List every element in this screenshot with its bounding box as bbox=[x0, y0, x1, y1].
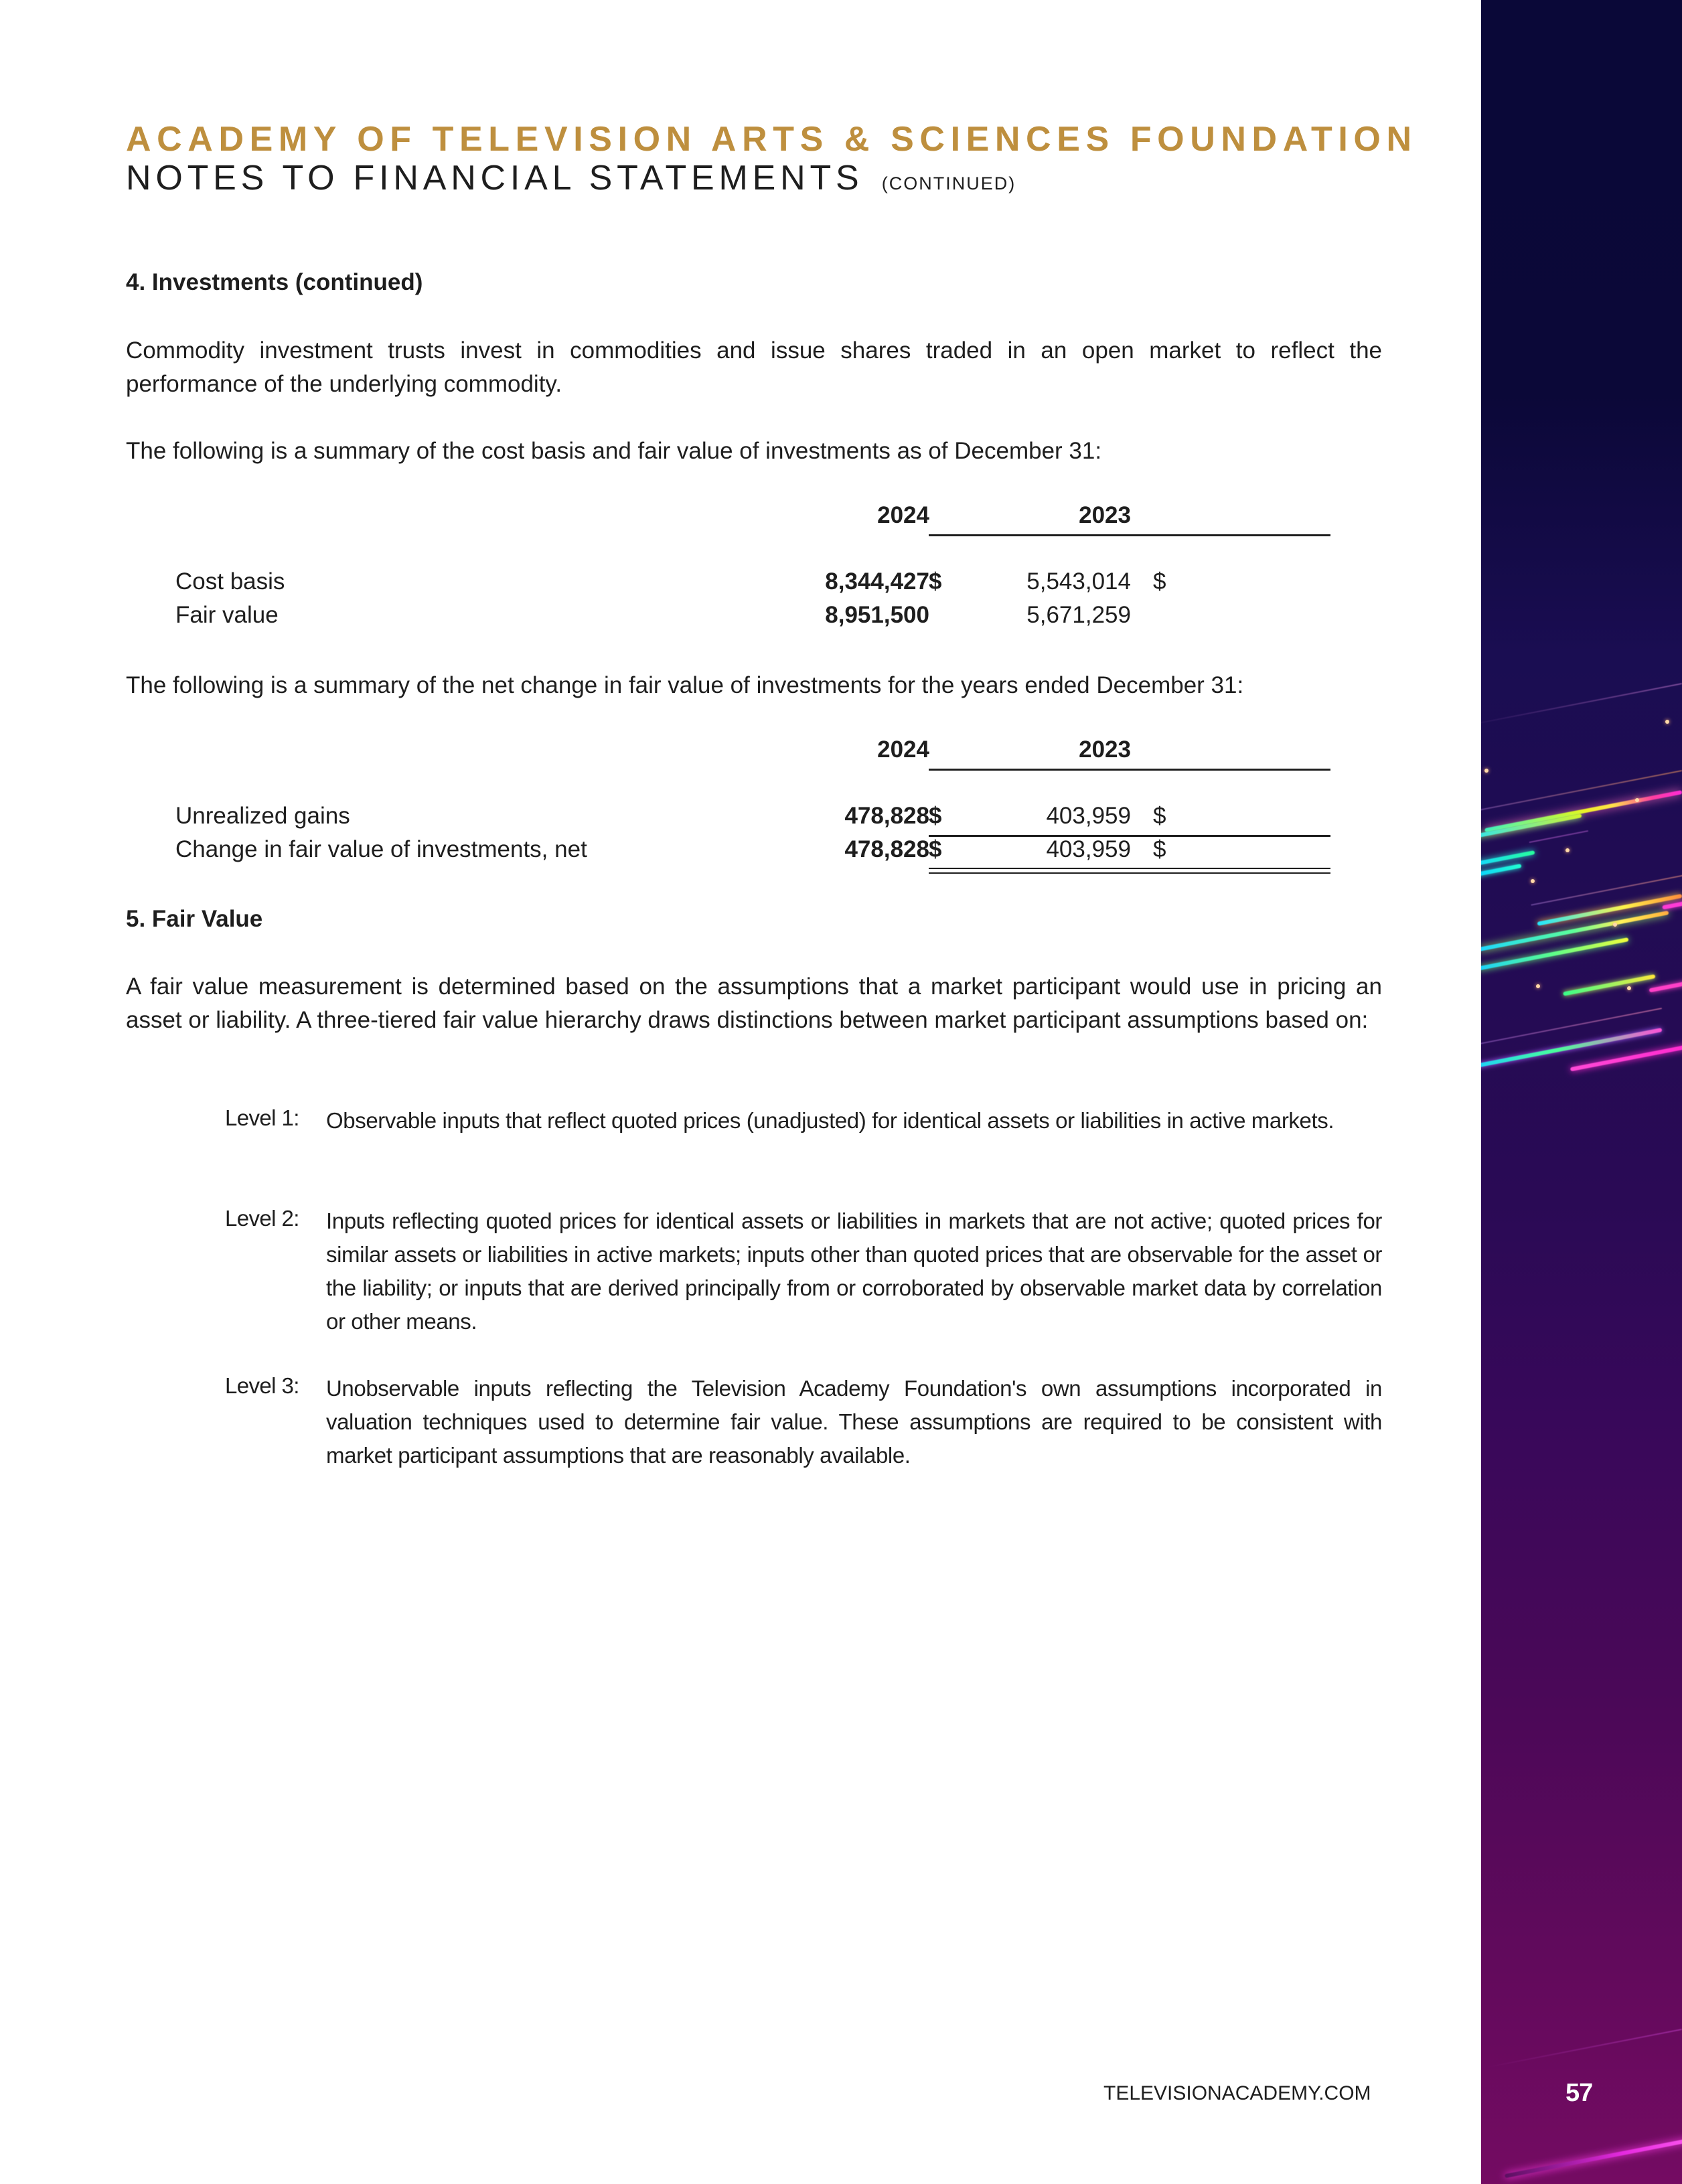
value-2023: 403,959 bbox=[1046, 836, 1131, 862]
footer-website: TELEVISIONACADEMY.COM bbox=[1103, 2082, 1371, 2104]
row-label: Fair value bbox=[175, 602, 279, 628]
value-2024: 478,828 bbox=[844, 836, 929, 862]
section-heading-investments: 4. Investments (continued) bbox=[126, 269, 423, 295]
sparkle-dot bbox=[1531, 879, 1535, 883]
light-streak bbox=[1481, 864, 1522, 876]
organization-name: ACADEMY OF TELEVISION ARTS & SCIENCES FOUNDATION bbox=[126, 120, 1418, 159]
currency-symbol: $ bbox=[929, 836, 942, 862]
value-2024: 478,828 bbox=[844, 803, 929, 829]
section-heading-fair-value: 5. Fair Value bbox=[126, 906, 263, 932]
level-description: Observable inputs that reflect quoted prices (unadjusted) for identical assets or liabilities in active markets. bbox=[326, 1108, 1334, 1133]
value-2023: 5,671,259 bbox=[1026, 602, 1131, 628]
sparkle-dot bbox=[1635, 798, 1639, 802]
row-label: Cost basis bbox=[175, 568, 285, 595]
light-streak bbox=[1649, 981, 1682, 992]
column-header-2024: 2024 bbox=[877, 736, 929, 763]
header-underline bbox=[929, 534, 1330, 536]
paragraph-fair-value-intro: A fair value measurement is determined based on the assumptions that a market participant would use in pricing an asset or liability. A three-tiered fair value hierarchy draws distinctions between market participant assumptions based on: bbox=[126, 973, 1382, 1033]
currency-symbol: $ bbox=[929, 568, 942, 595]
light-streak bbox=[1484, 2029, 1682, 2068]
paragraph-commodity-trusts: Commodity investment trusts invest in commodities and issue shares traded in an open market to reflect the performance of the underlying commodity. bbox=[126, 337, 1382, 397]
column-header-2024: 2024 bbox=[877, 502, 929, 528]
row-label: Change in fair value of investments, net bbox=[175, 836, 587, 862]
value-2024: 8,951,500 bbox=[825, 602, 929, 628]
level-description: Unobservable inputs reflecting the Television Academy Foundation's own assumptions incorporated in valuation techniques used to determine fair value. These assumptions are required to be consistent with market participant assumptions that are reasonably available. bbox=[326, 1376, 1382, 1468]
sparkle-dot bbox=[1565, 848, 1570, 852]
sparkle-dot bbox=[1665, 720, 1669, 724]
light-streak bbox=[1481, 683, 1682, 728]
row-label: Unrealized gains bbox=[175, 803, 350, 829]
page-title bbox=[126, 158, 1016, 198]
value-2024: 8,344,427 bbox=[825, 568, 929, 595]
sparkle-dot bbox=[1627, 986, 1631, 990]
light-streak bbox=[1481, 1008, 1662, 1046]
total-double-rule-top bbox=[929, 868, 1330, 869]
page-number: 57 bbox=[1565, 2079, 1593, 2107]
sparkle-dot bbox=[1613, 923, 1617, 927]
level-description: Inputs reflecting quoted prices for identical assets or liabilities in markets that are not active; quoted prices for similar assets or liabilities in active markets; inputs other than quoted prices that are observable for the asset or the liability; or inputs that are derived principally from or corroborated by observable market data by correlation or other means. bbox=[326, 1208, 1382, 1334]
value-2023: 403,959 bbox=[1046, 803, 1131, 829]
light-streak bbox=[1529, 830, 1588, 843]
paragraph-net-change-intro: The following is a summary of the net change in fair value of investments for the years ended December 31: bbox=[126, 672, 1244, 698]
light-streak bbox=[1481, 1028, 1663, 1069]
light-streak bbox=[1662, 901, 1682, 910]
column-header-2023: 2023 bbox=[1079, 502, 1131, 528]
level-label: Level 3: bbox=[225, 1373, 299, 1398]
light-streak bbox=[1505, 2136, 1682, 2178]
level-label: Level 2: bbox=[225, 1206, 299, 1231]
page-title-text: NOTES TO FINANCIAL STATEMENTS bbox=[126, 159, 864, 198]
header-underline bbox=[929, 769, 1330, 771]
light-streak bbox=[1563, 974, 1656, 996]
currency-symbol: $ bbox=[1153, 836, 1166, 862]
paragraph-cost-basis-intro: The following is a summary of the cost basis and fair value of investments as of December 31: bbox=[126, 438, 1102, 464]
total-double-rule-bottom bbox=[929, 872, 1330, 874]
value-2023: 5,543,014 bbox=[1026, 568, 1131, 595]
sparkle-dot bbox=[1484, 769, 1488, 773]
light-streak bbox=[1481, 850, 1535, 866]
light-streak bbox=[1570, 1044, 1682, 1071]
currency-symbol: $ bbox=[1153, 803, 1166, 829]
currency-symbol: $ bbox=[1153, 568, 1166, 595]
light-streak bbox=[1481, 770, 1682, 812]
level-label: Level 1: bbox=[225, 1105, 299, 1130]
sparkle-dot bbox=[1536, 984, 1540, 988]
column-header-2023: 2023 bbox=[1079, 736, 1131, 763]
page-title-suffix: (CONTINUED) bbox=[881, 173, 1016, 193]
decorative-side-panel bbox=[1481, 0, 1682, 2184]
currency-symbol: $ bbox=[929, 803, 942, 829]
